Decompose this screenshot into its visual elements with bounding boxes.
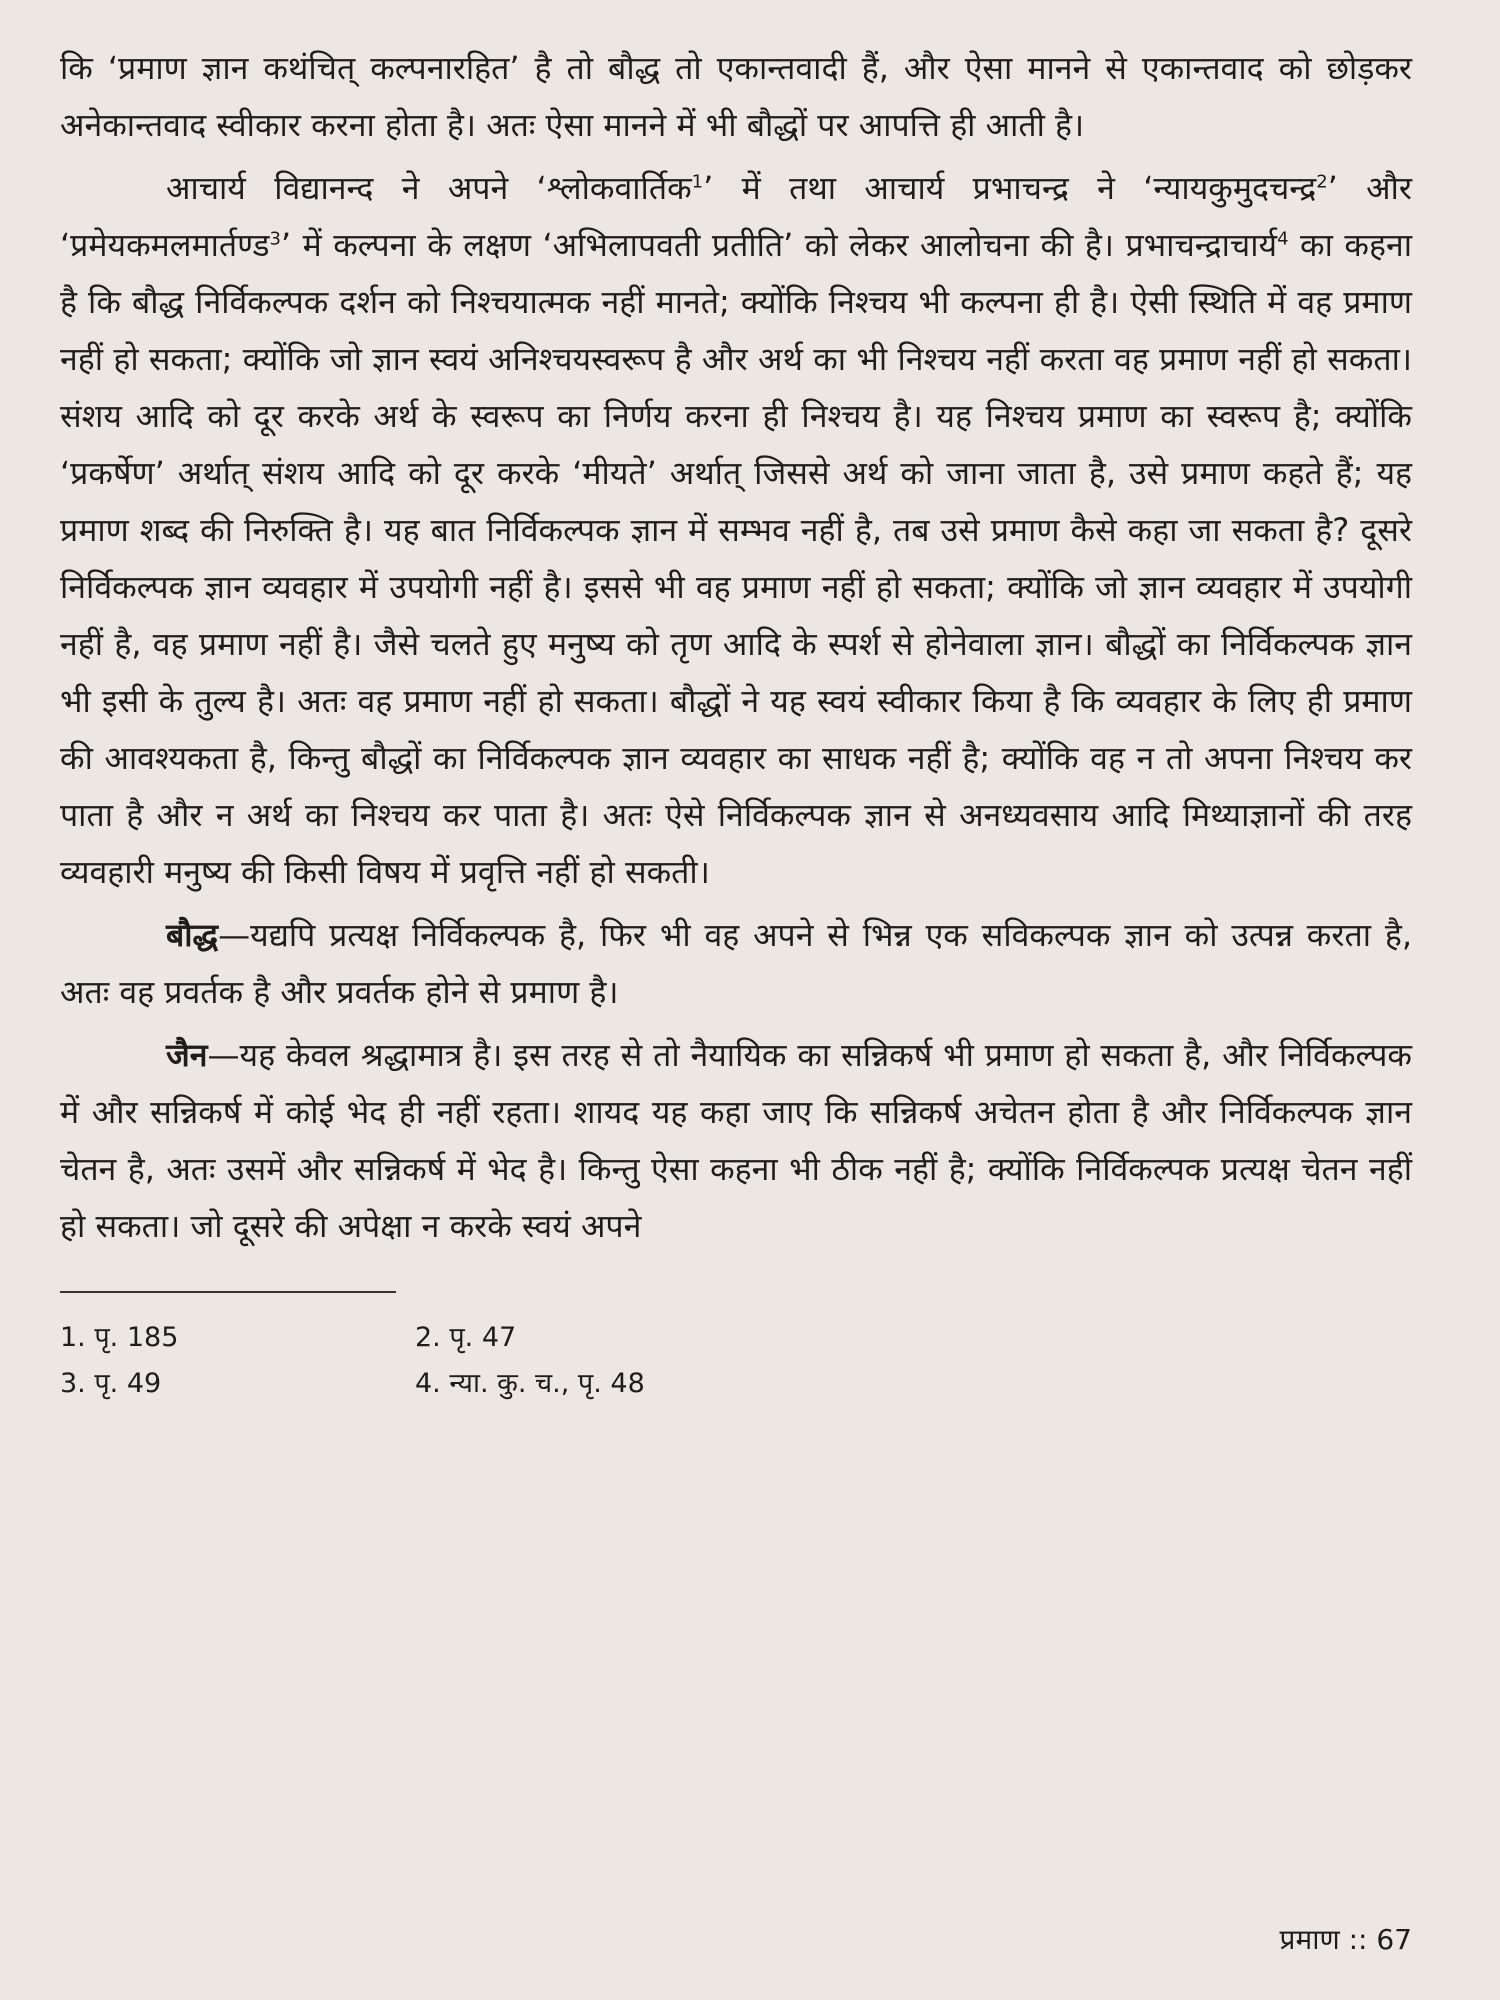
footnote-rule xyxy=(60,1291,396,1293)
paragraph-text: —यद्यपि प्रत्यक्ष निर्विकल्पक है, फिर भी वह अपने से भिन्न एक सविकल्पक ज्ञान को उत्पन्न करता है, अतः वह प्रवर्तक है और प्रवर्तक होने से प्रमाण है। xyxy=(60,916,1412,1011)
speaker-label: बौद्ध xyxy=(166,916,219,954)
paragraph xyxy=(60,40,1412,154)
footnote-3: 3. पृ. 49 xyxy=(60,1368,162,1399)
paragraph-text: आचार्य विद्यानन्द ने अपने ‘श्लोकवार्तिक xyxy=(166,169,692,207)
footnotes xyxy=(60,1315,1412,1407)
paragraph xyxy=(60,160,1412,901)
footnote-row xyxy=(60,1315,1412,1361)
footnote-ref: 4 xyxy=(1277,228,1289,250)
paragraph-text: ’ में कल्पना के लक्षण ‘अभिलापवती प्रतीति’ को लेकर आलोचना की है। प्रभाचन्द्राचार्य xyxy=(280,226,1278,264)
paragraph xyxy=(60,907,1412,1021)
paragraph-text: कि ‘प्रमाण ज्ञान कथंचित् कल्पनारहित’ है तो बौद्ध तो एकान्तवादी हैं, और ऐसा मानने से एकान्तवाद को छोड़कर अनेकान्तवाद स्वीकार करना होता है। अतः ऐसा मानने में भी बौद्धों पर आपत्ति ही आती है। xyxy=(60,49,1412,144)
footnote-2: 2. पृ. 47 xyxy=(415,1322,517,1353)
footnote-row xyxy=(60,1361,1412,1407)
footnote-4: 4. न्या. कु. च., पृ. 48 xyxy=(415,1368,645,1399)
paragraph-text: ’ और ‘प्रमेयकमलमार्तण्ड xyxy=(60,169,1412,264)
footnote-ref: 2 xyxy=(1316,171,1328,193)
footnote-ref: 3 xyxy=(269,228,281,250)
footnote-ref: 1 xyxy=(691,171,704,193)
body-text xyxy=(60,40,1412,1255)
footnote-1: 1. पृ. 185 xyxy=(60,1322,179,1353)
paragraph xyxy=(60,1027,1412,1255)
speaker-label: जैन xyxy=(166,1036,208,1074)
page-folio: प्रमाण :: 67 xyxy=(1279,1923,1412,1956)
paragraph-text: ’ में तथा आचार्य प्रभाचन्द्र ने ‘न्यायकुमुदचन्द्र xyxy=(703,169,1317,207)
paragraph-text: का कहना है कि बौद्ध निर्विकल्पक दर्शन को निश्चयात्मक नहीं मानते; क्योंकि निश्चय भी कल्पना ही है। ऐसी स्थिति में वह प्रमाण नहीं हो सकता; क्योंकि जो ज्ञान स्वयं अनिश्चयस्वरूप है और अर्थ का भी निश्चय नहीं करता वह प्रमाण नहीं हो सकता। संशय आदि को दूर करके अर्थ के स्वरूप का निर्णय करना ही निश्चय है। यह निश्चय प्रमाण का स्वरूप है; क्योंकि ‘प्रकर्षेण’ अर्थात् संशय आदि को दूर करके ‘मीयते’ अर्थात् जिससे अर्थ को जाना जाता है, उसे प्रमाण कहते हैं; यह प्रमाण शब्द की निरुक्ति है। यह बात निर्विकल्पक ज्ञान में सम्भव नहीं है, तब उसे प्रमाण कैसे कहा जा सकता है? दूसरे निर्विकल्पक ज्ञान व्यवहार में उपयोगी नहीं है। इससे भी वह प्रमाण नहीं हो सकता; क्योंकि जो ज्ञान व्यवहार में उपयोगी नहीं है, वह प्रमाण नहीं है। जैसे चलते हुए मनुष्य को तृण आदि के स्पर्श से होनेवाला ज्ञान। बौद्धों का निर्विकल्पक ज्ञान भी इसी के तुल्य है। अतः वह प्रमाण नहीं हो सकता। बौद्धों ने यह स्वयं स्वीकार किया है कि व्यवहार के लिए ही प्रमाण की आवश्यकता है, किन्तु बौद्धों का निर्विकल्पक ज्ञान व्यवहार का साधक नहीं है; क्योंकि वह न तो अपना निश्चय कर पाता है और न अर्थ का निश्चय कर पाता है। अतः ऐसे निर्विकल्पक ज्ञान से अनध्यवसाय आदि मिथ्याज्ञानों की तरह व्यवहारी मनुष्य की किसी विषय में प्रवृत्ति नहीं हो सकती। xyxy=(60,226,1413,891)
paragraph-text: —यह केवल श्रद्धामात्र है। इस तरह से तो नैयायिक का सन्निकर्ष भी प्रमाण हो सकता है, और निर्विकल्पक में और सन्निकर्ष में कोई भेद ही नहीं रहता। शायद यह कहा जाए कि सन्निकर्ष अचेतन होता है और निर्विकल्पक ज्ञान चेतन है, अतः उसमें और सन्निकर्ष में भेद है। किन्तु ऐसा कहना भी ठीक नहीं है; क्योंकि निर्विकल्पक प्रत्यक्ष चेतन नहीं हो सकता। जो दूसरे की अपेक्षा न करके स्वयं अपने xyxy=(60,1036,1412,1245)
